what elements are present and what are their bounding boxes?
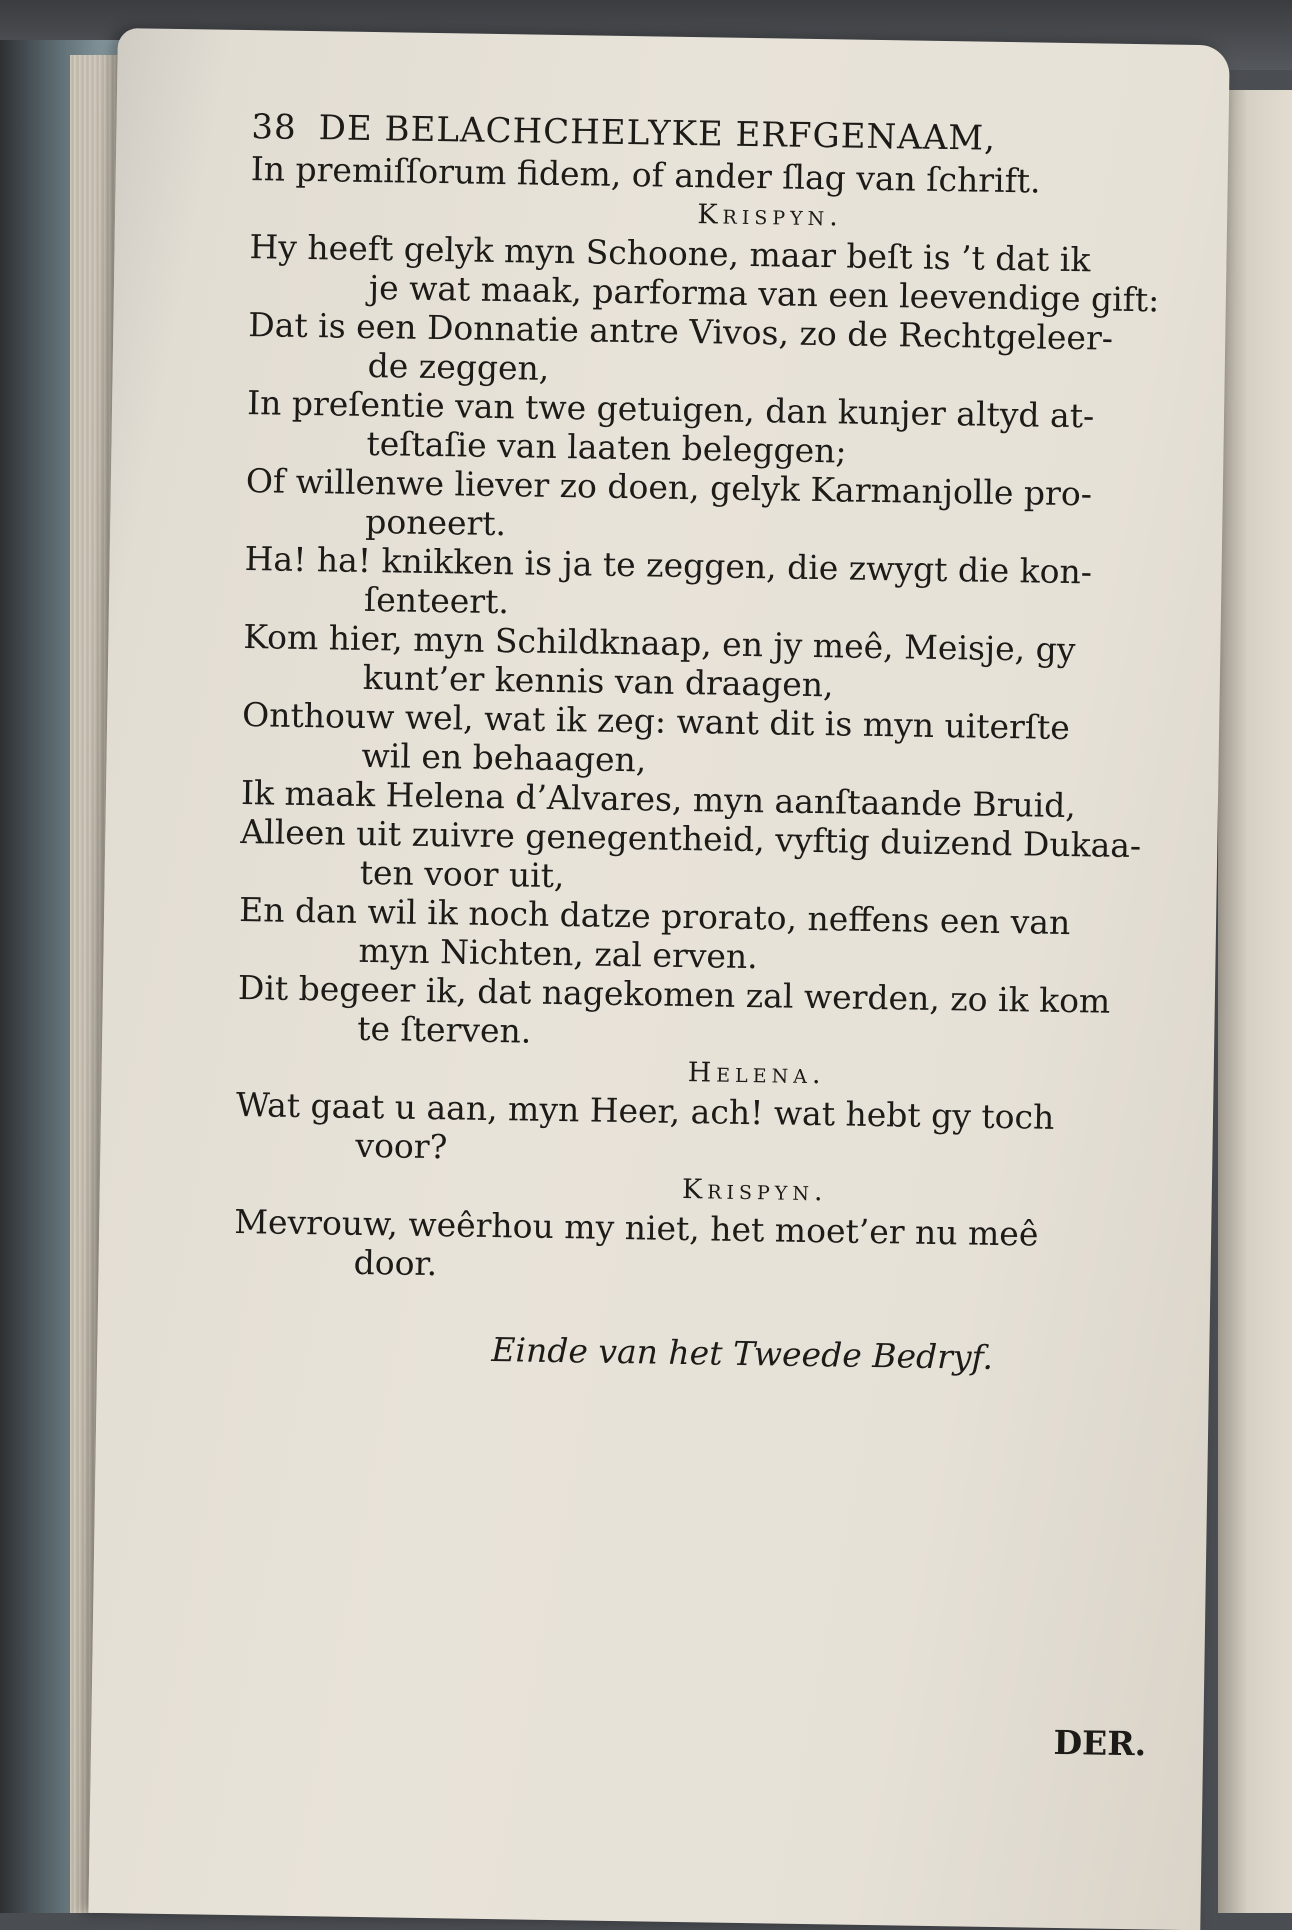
page-text: [232, 107, 1172, 1764]
verse-line: voor?: [355, 1125, 448, 1167]
verse-line: myn Nichten, zal erven.: [358, 930, 759, 977]
catchword: DER.: [1053, 1722, 1147, 1764]
verse-line: door.: [353, 1242, 438, 1284]
verse-line: Mevrouw, weêrhou my niet, het moet’er nu meê: [233, 1201, 1039, 1254]
verse-line: teſtaſie van laaten beleggen;: [366, 423, 847, 471]
verse-line: poneert.: [364, 501, 507, 544]
verse-line: In premiſſorum fidem, of ander ſlag van ſchrift.: [250, 149, 1041, 201]
act-end-line: Einde van het Tweede Bedryf.: [491, 1330, 994, 1377]
verse-line: ten voor uit,: [359, 852, 565, 896]
verse-line: Ik maak Helena d’Alvares, myn aanſtaande Bruid,: [240, 773, 1077, 826]
verse-line: Onthouw wel, wat ik zeg: want dit is myn uiterſte: [241, 695, 1071, 748]
verse-line: In preſentie van twe getuigen, dan kunjer altyd at-: [246, 383, 1095, 436]
verse-line: wil en behaagen,: [361, 735, 647, 780]
verse-line: Alleen uit zuivre genegentheid, vyftig duizend Dukaa-: [240, 812, 1142, 866]
verse-line: je wat maak, parforma van een leevendige gift:: [368, 267, 1160, 320]
verse-line: Of willenwe liever zo doen, gelyk Karmanjolle pro-: [245, 461, 1093, 514]
verse-line: Dat is een Donnatie antre Vivos, zo de Rechtgeleer-: [248, 305, 1114, 358]
speaker-name: Krispyn.: [697, 199, 844, 233]
verse-line: En dan wil ik noch datze prorato, neffens een van: [238, 890, 1071, 943]
running-title: DE BELACHCHELYKE ERFGENAAM,: [318, 108, 997, 159]
verse-line: Kom hier, myn Schildknaap, en jy meê, Meisje, gy: [243, 617, 1076, 670]
speaker-name: Krispyn.: [681, 1174, 828, 1208]
page-number: 38: [251, 107, 298, 148]
verse-line: te ſterven.: [357, 1008, 532, 1051]
verse-line: Ha! ha! knikken is ja te zeggen, die zwygt die kon-: [244, 539, 1093, 592]
verse-line: Wat gaat u aan, myn Heer, ach! wat hebt gy toch: [235, 1084, 1055, 1137]
facing-page-edge: [1218, 90, 1292, 1913]
verse-lines: [233, 149, 1171, 1294]
verse-line: kunt’er kennis van draagen,: [362, 657, 834, 705]
speaker-name: Helena.: [687, 1057, 826, 1091]
verse-line: Hy heeft gelyk myn Schoone, maar beſt is ’t dat ik: [249, 227, 1091, 280]
verse-line: Dit begeer ik, dat nagekomen zal werden, zo ik kom: [237, 968, 1111, 1021]
verse-line: ſenteert.: [363, 579, 510, 622]
verse-line: de zeggen,: [367, 345, 550, 388]
book-page: [88, 28, 1229, 1930]
